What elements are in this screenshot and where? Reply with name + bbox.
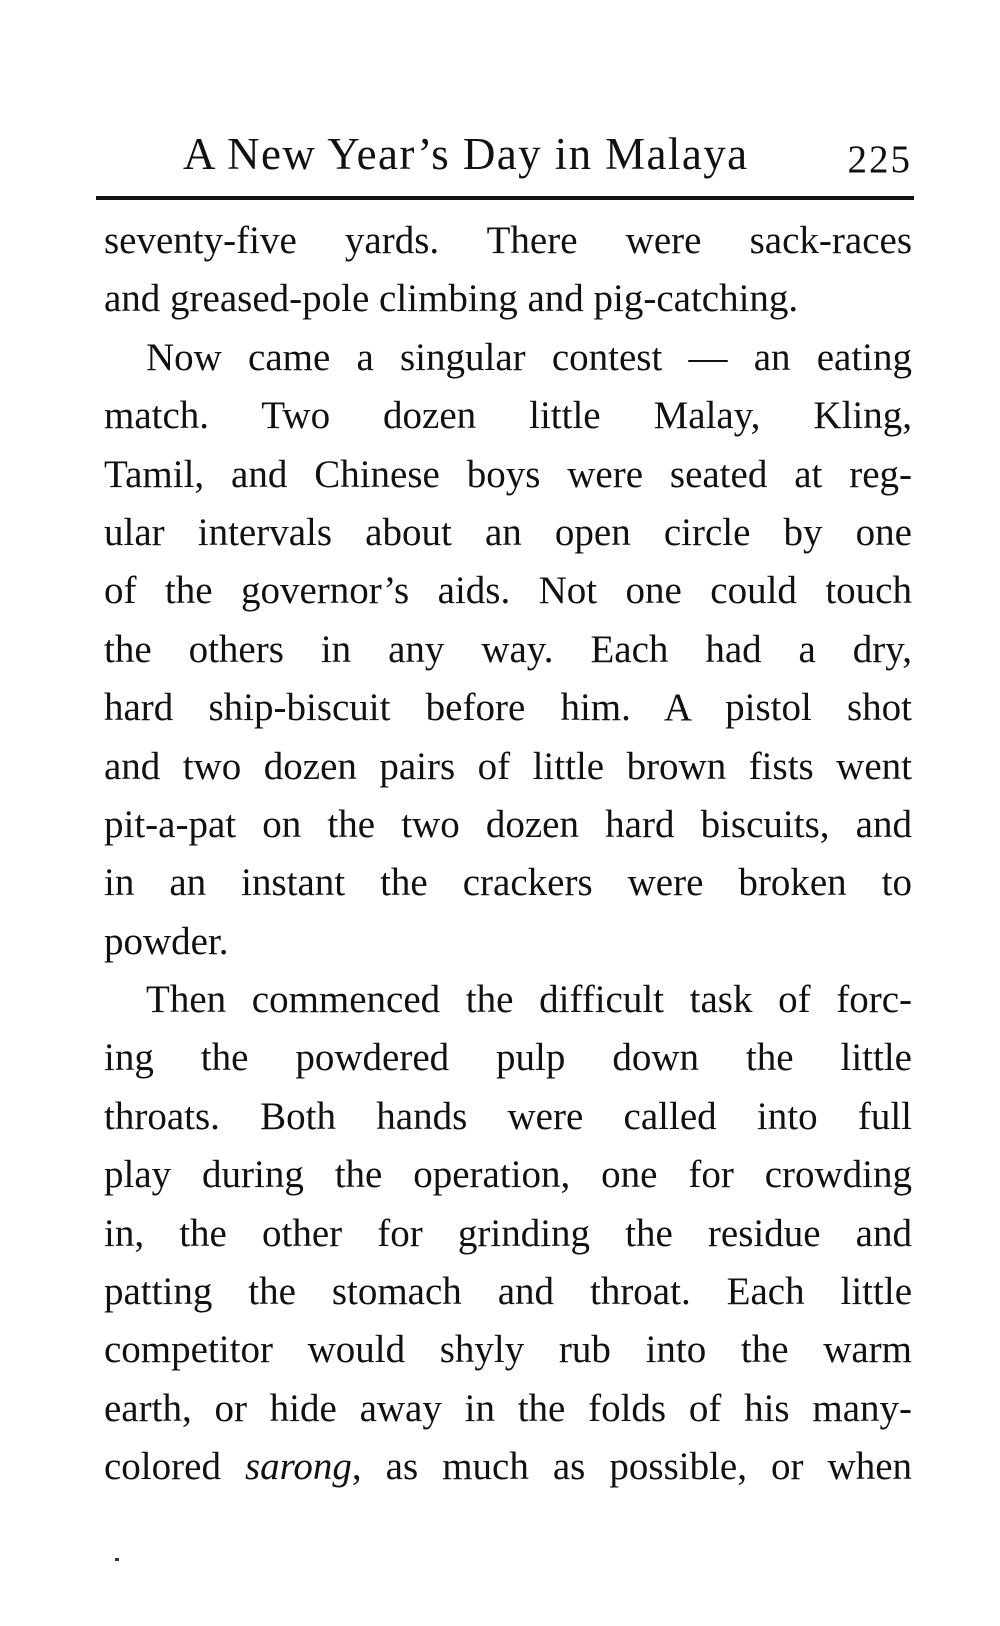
text-line: earth, or hide away in the folds of his many- [104, 1386, 912, 1430]
text-line: Tamil, and Chinese boys were seated at reg- [104, 452, 912, 496]
text-fragment: colored [104, 1445, 245, 1489]
text-line: in an instant the crackers were broken to [104, 861, 912, 905]
text-line: the others in any way. Each had a dry, [104, 627, 912, 671]
text-line-final [104, 1438, 912, 1496]
text-fragment: , as much as possible, or when [351, 1445, 912, 1489]
header-rule [96, 196, 914, 200]
text-line: of the governor’s aids. Not one could touch [104, 569, 912, 613]
text-line: seventy-five yards. There were sack-races [104, 219, 912, 262]
text-line: match. Two dozen little Malay, Kling, [104, 394, 912, 438]
text-line: Then commenced the difficult task of forc- [146, 978, 912, 1022]
text-line: competitor would shyly rub into the warm [104, 1328, 912, 1372]
text-line: in, the other for grinding the residue and [104, 1211, 912, 1255]
print-speck [115, 1558, 119, 1561]
text-line: and two dozen pairs of little brown fists went [104, 744, 912, 788]
italic-word: sarong [244, 1445, 352, 1489]
text-line: and greased-pole climbing and pig-catching. [104, 277, 799, 321]
running-header [100, 128, 912, 188]
text-line: Now came a singular contest — an eating [146, 335, 912, 379]
text-line: patting the stomach and throat. Each little [104, 1270, 912, 1314]
text-line: powder. [104, 919, 229, 963]
running-title: A New Year’s Day in Malaya [183, 129, 749, 179]
text-line: ing the powdered pulp down the little [104, 1036, 912, 1080]
text-line: hard ship-biscuit before him. A pistol shot [104, 686, 912, 730]
body-text [104, 212, 912, 1497]
text-line: throats. Both hands were called into full [104, 1094, 912, 1138]
text-line: play during the operation, one for crowding [104, 1153, 912, 1197]
text-line: ular intervals about an open circle by one [104, 510, 912, 554]
page-number: 225 [847, 138, 912, 181]
text-line: pit-a-pat on the two dozen hard biscuits, and [104, 802, 912, 846]
